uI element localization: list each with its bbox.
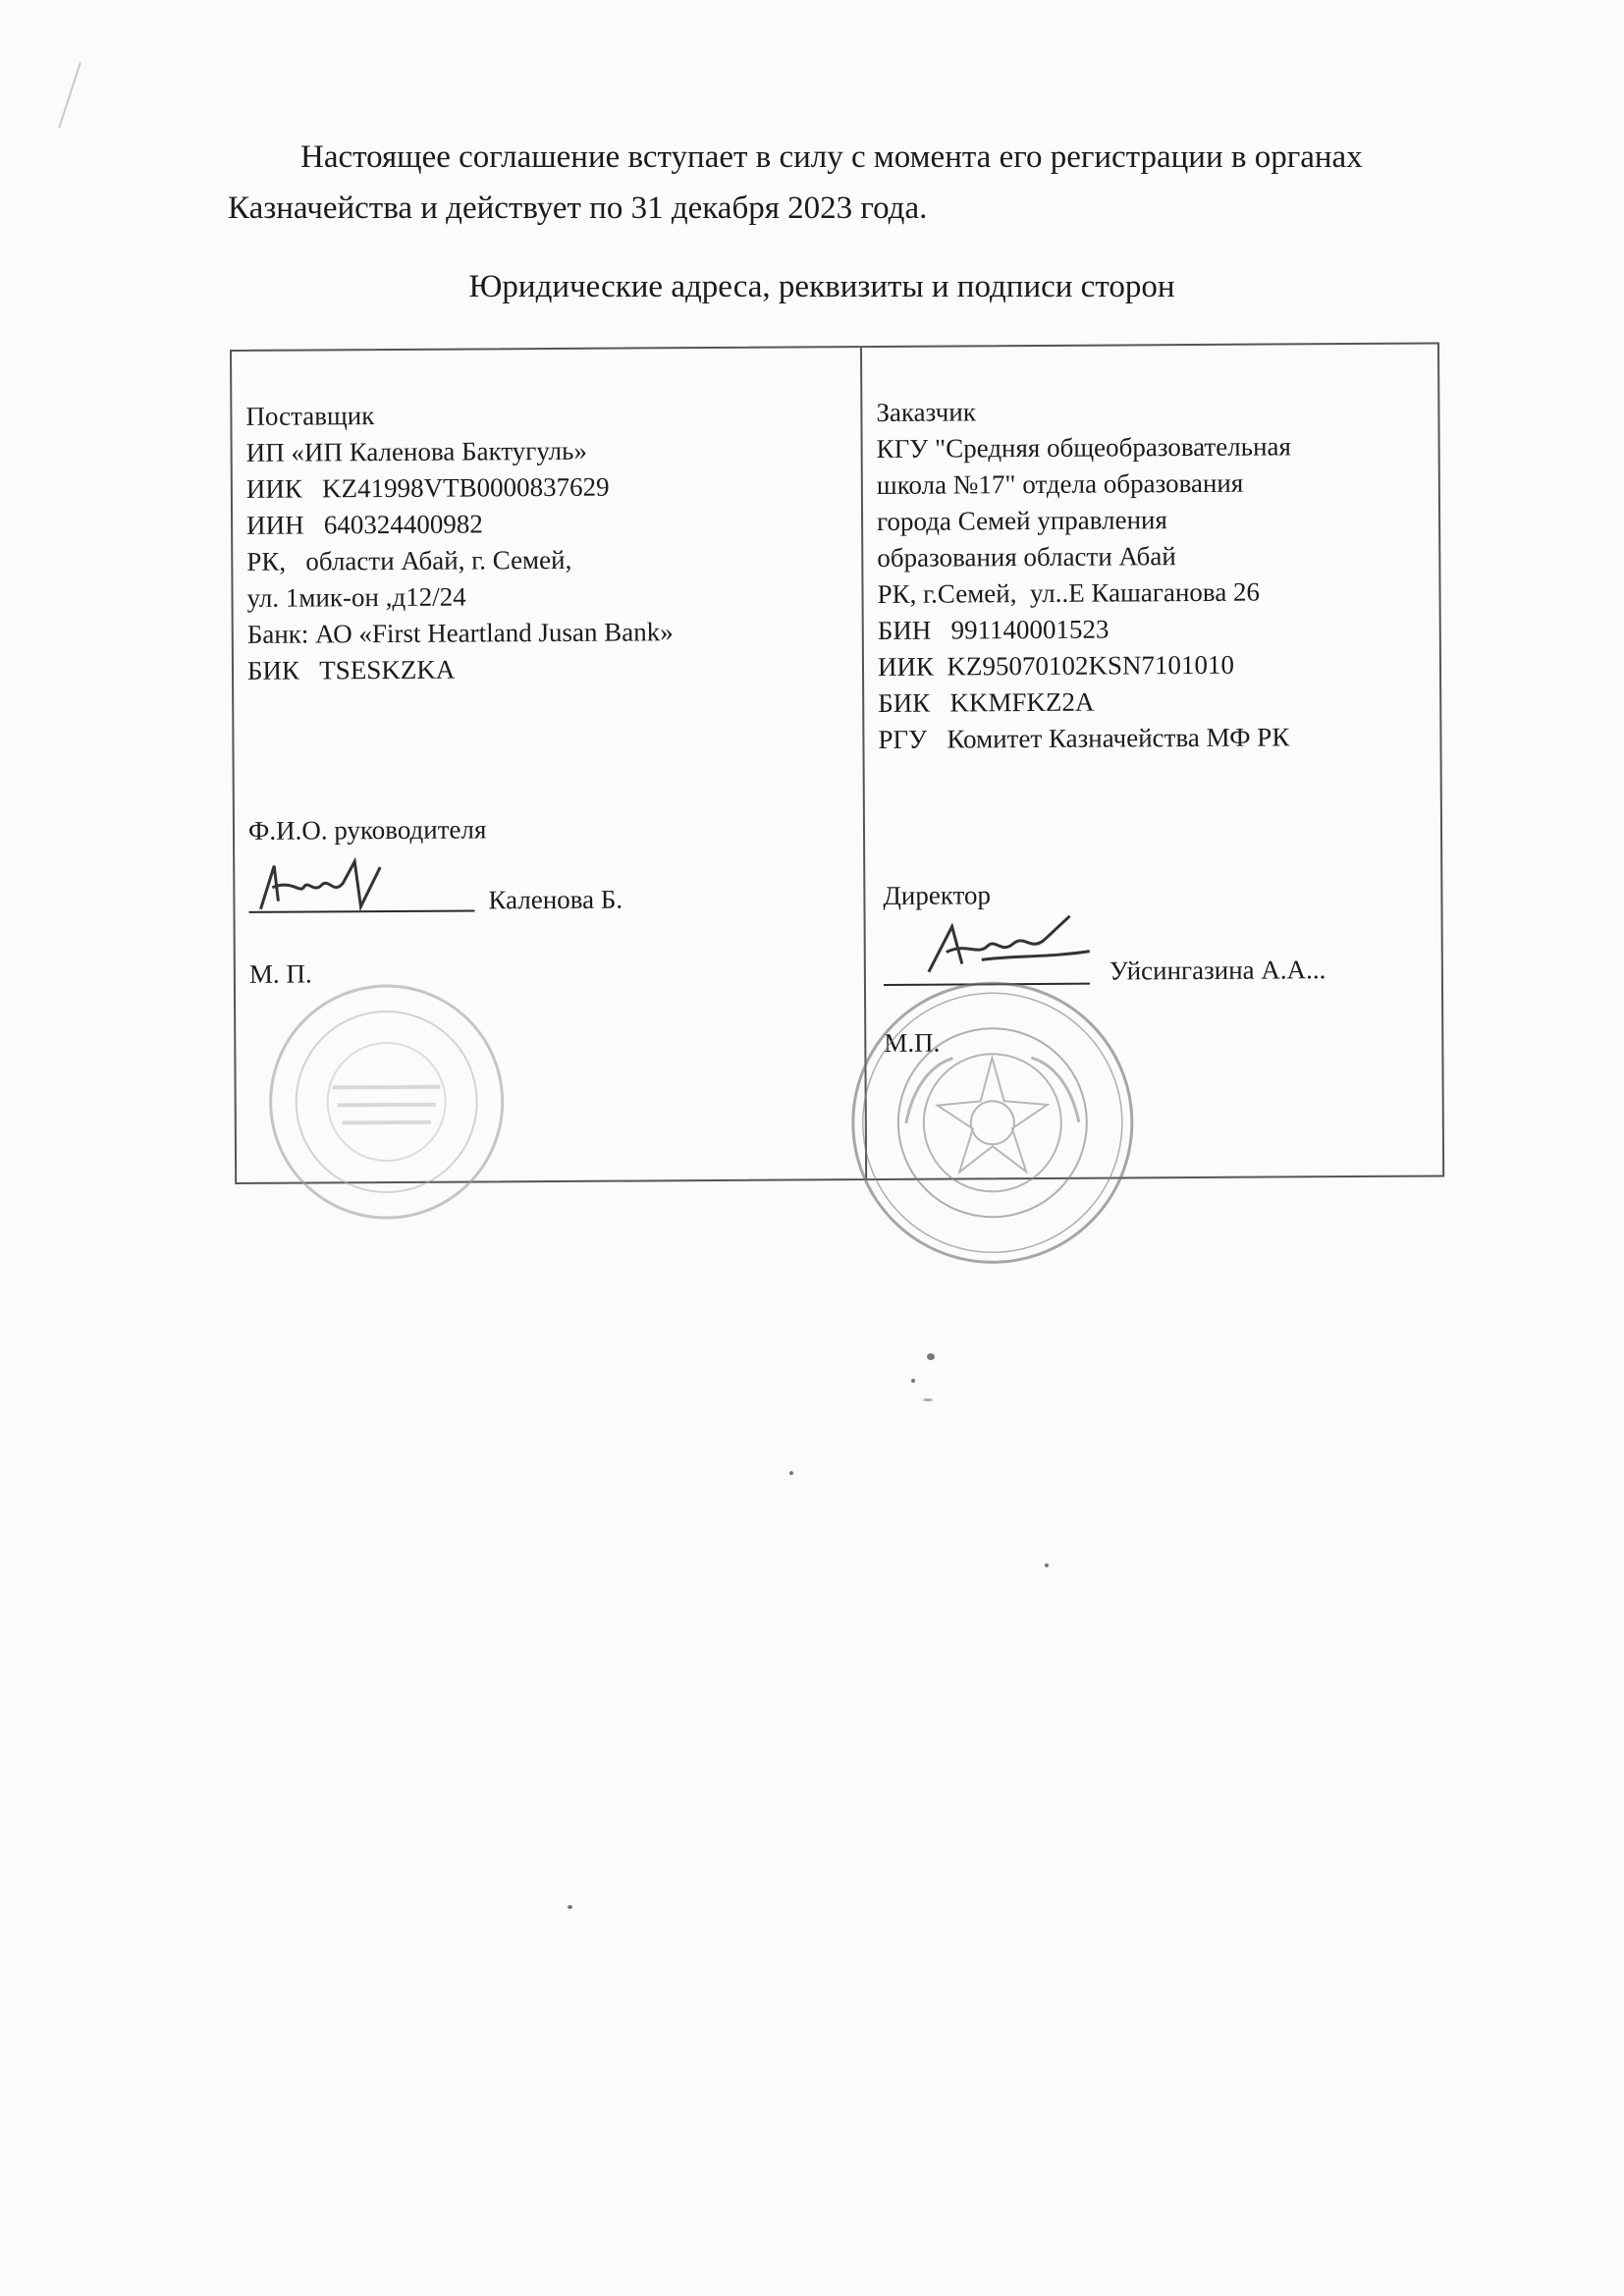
scan-speck (923, 1398, 933, 1401)
requisites-heading: Юридические адреса, реквизиты и подписи сторон (468, 269, 1175, 304)
supplier-stamp-label: М. П. (248, 958, 312, 989)
scan-speck (927, 1353, 935, 1360)
supplier-line: ИИК KZ41998VTB0000837629 (245, 471, 610, 504)
supplier-line: ИП «ИП Каленова Бактугуль» (245, 435, 588, 467)
customer-column (876, 392, 1428, 758)
customer-line: КГУ "Средняя общеобразовательная (876, 431, 1291, 464)
scan-speck (911, 1379, 915, 1383)
customer-line: БИК KKMFKZ2A (878, 686, 1095, 718)
customer-line: БИН 991140001523 (877, 614, 1110, 645)
customer-line: образования области Абай (877, 541, 1176, 573)
scan-speck (1045, 1563, 1049, 1567)
supplier-line: Банк: АО «First Heartland Jusan Bank» (246, 617, 674, 649)
supplier-line: РК, области Абай, г. Семей, (246, 544, 572, 576)
supplier-column (245, 395, 846, 689)
customer-line: РГУ Комитет Казначейства МФ РК (878, 722, 1290, 754)
customer-line: города Семей управления (876, 505, 1167, 536)
customer-line: школа №17" отдела образования (876, 467, 1244, 500)
supplier-title: Поставщик (245, 401, 375, 431)
customer-stamp-seal (844, 974, 1141, 1271)
customer-head-label: Директор (883, 880, 992, 910)
customer-title: Заказчик (876, 397, 976, 427)
scan-speck (789, 1471, 793, 1475)
customer-stamp-label: М.П. (884, 1027, 941, 1058)
scan-edge-mark (58, 62, 81, 128)
customer-signer-name: Уйсингазина А.А... (1109, 955, 1326, 986)
supplier-signature (252, 857, 400, 927)
agreement-effective-clause: Настоящее соглашение вступает в силу с момента его регистрации в органах Казначейства и действует по 31 декабря 2023 года. (228, 139, 1363, 226)
supplier-line: ул. 1мик-он ,д12/24 (246, 581, 466, 613)
supplier-signer-name: Каленова Б. (488, 884, 623, 915)
customer-line: ИИК KZ95070102KSN7101010 (877, 649, 1235, 682)
supplier-line: БИК TSESKZKA (246, 654, 456, 685)
requisites-table (230, 342, 1444, 1184)
supplier-line: ИИН 640324400982 (246, 509, 483, 540)
customer-line: РК, г.Семей, ул..Е Кашаганова 26 (877, 576, 1261, 609)
supplier-stamp-seal (263, 978, 511, 1226)
scan-speck (568, 1905, 572, 1909)
supplier-head-label: Ф.И.О. руководителя (247, 814, 487, 846)
